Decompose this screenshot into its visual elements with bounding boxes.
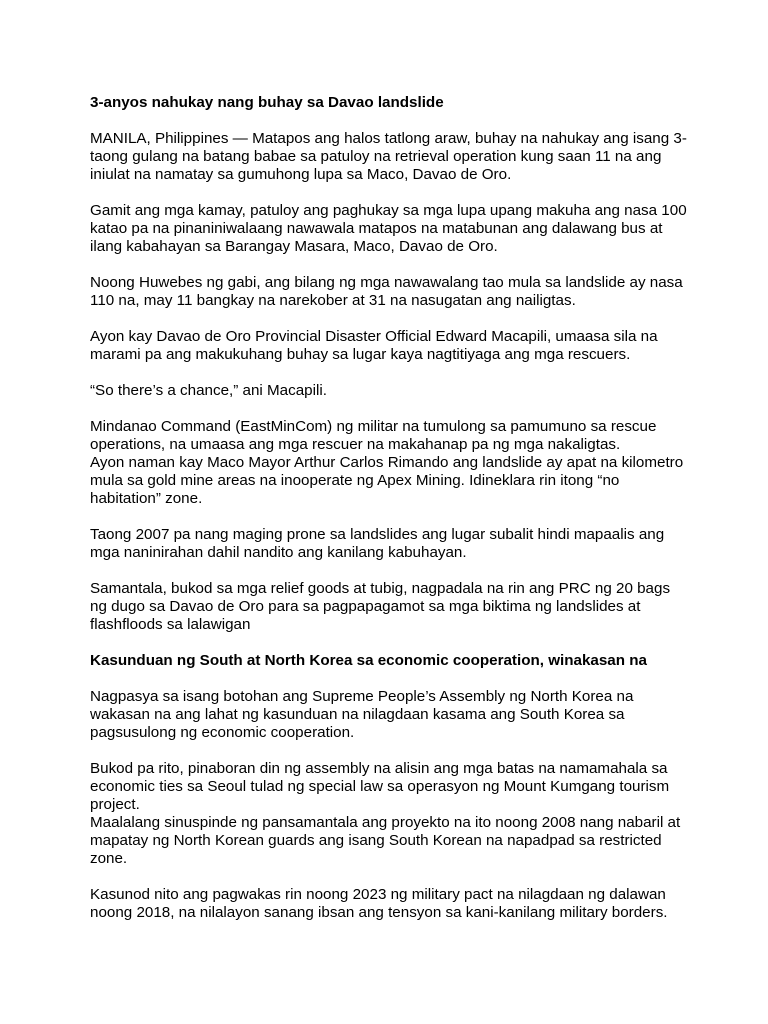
article-2-paragraph-4: Kasunod nito ang pagwakas rin noong 2023 ng military pact na nilagdaan ng dalawan noong 2018, na nilalayon sanang ibsan ang tensyon sa kani-kanilang military borders.	[90, 886, 668, 921]
document-body	[90, 94, 690, 922]
article-1-paragraph-7: Ayon naman kay Maco Mayor Arthur Carlos Rimando ang landslide ay apat na kilometro mula sa gold mine areas na inooperate ng Apex Mining. Idineklara rin itong “no habitation” zone.	[90, 454, 684, 507]
article-1-paragraph-8: Taong 2007 pa nang maging prone sa landslides ang lugar subalit hindi mapaalis ang mga naninirahan dahil nandito ang kanilang kabuhayan.	[90, 526, 665, 561]
article-2-paragraph-2: Bukod pa rito, pinaboran din ng assembly na alisin ang mga batas na namamahala sa economic ties sa Seoul tulad ng special law sa operasyon ng Mount Kumgang tourism project.	[90, 760, 670, 813]
article-1-paragraph-3: Noong Huwebes ng gabi, ang bilang ng mga nawawalang tao mula sa landslide ay nasa 110 na, may 11 bangkay na narekober at 31 na nasugatan ang nailigtas.	[90, 274, 683, 309]
article-1-title: 3-anyos nahukay nang buhay sa Davao landslide	[90, 94, 444, 111]
article-1-paragraph-1: MANILA, Philippines — Matapos ang halos tatlong araw, buhay na nahukay ang isang 3-taong gulang na batang babae sa patuloy na retrieval operation kung saan 11 na ang iniulat na namatay sa gumuhong lupa sa Maco, Davao de Oro.	[90, 130, 687, 183]
article-1-paragraph-5: “So there’s a chance,” ani Macapili.	[90, 382, 327, 399]
article-2-title: Kasunduan ng South at North Korea sa economic cooperation, winakasan na	[90, 652, 647, 669]
article-1-paragraph-4: Ayon kay Davao de Oro Provincial Disaster Official Edward Macapili, umaasa sila na marami pa ang makukuhang buhay sa lugar kaya nagtitiyaga ang mga rescuers.	[90, 328, 658, 363]
article-1-paragraph-9: Samantala, bukod sa mga relief goods at tubig, nagpadala na rin ang PRC ng 20 bags ng dugo sa Davao de Oro para sa pagpapagamot sa mga biktima ng landslides at flashfloods sa lalawigan	[90, 580, 671, 633]
article-2-paragraph-3: Maalalang sinuspinde ng pansamantala ang proyekto na ito noong 2008 nang nabaril at mapatay ng North Korean guards ang isang South Korean na napadpad sa restricted zone.	[90, 814, 681, 867]
article-2-paragraph-1: Nagpasya sa isang botohan ang Supreme People’s Assembly ng North Korea na wakasan na ang lahat ng kasunduan na nilagdaan kasama ang South Korea sa pagsusulong ng economic cooperation.	[90, 688, 634, 741]
article-1-paragraph-6: Mindanao Command (EastMinCom) ng militar na tumulong sa pamumuno sa rescue operations, na umaasa ang mga rescuer na makahanap pa ng mga nakaligtas.	[90, 418, 657, 453]
article-1-paragraph-2: Gamit ang mga kamay, patuloy ang paghukay sa mga lupa upang makuha ang nasa 100 katao pa na pinaniniwalaang nawawala matapos na matabunan ang dalawang bus at ilang kabahayan sa Barangay Masara, Maco, Davao de Oro.	[90, 202, 687, 255]
